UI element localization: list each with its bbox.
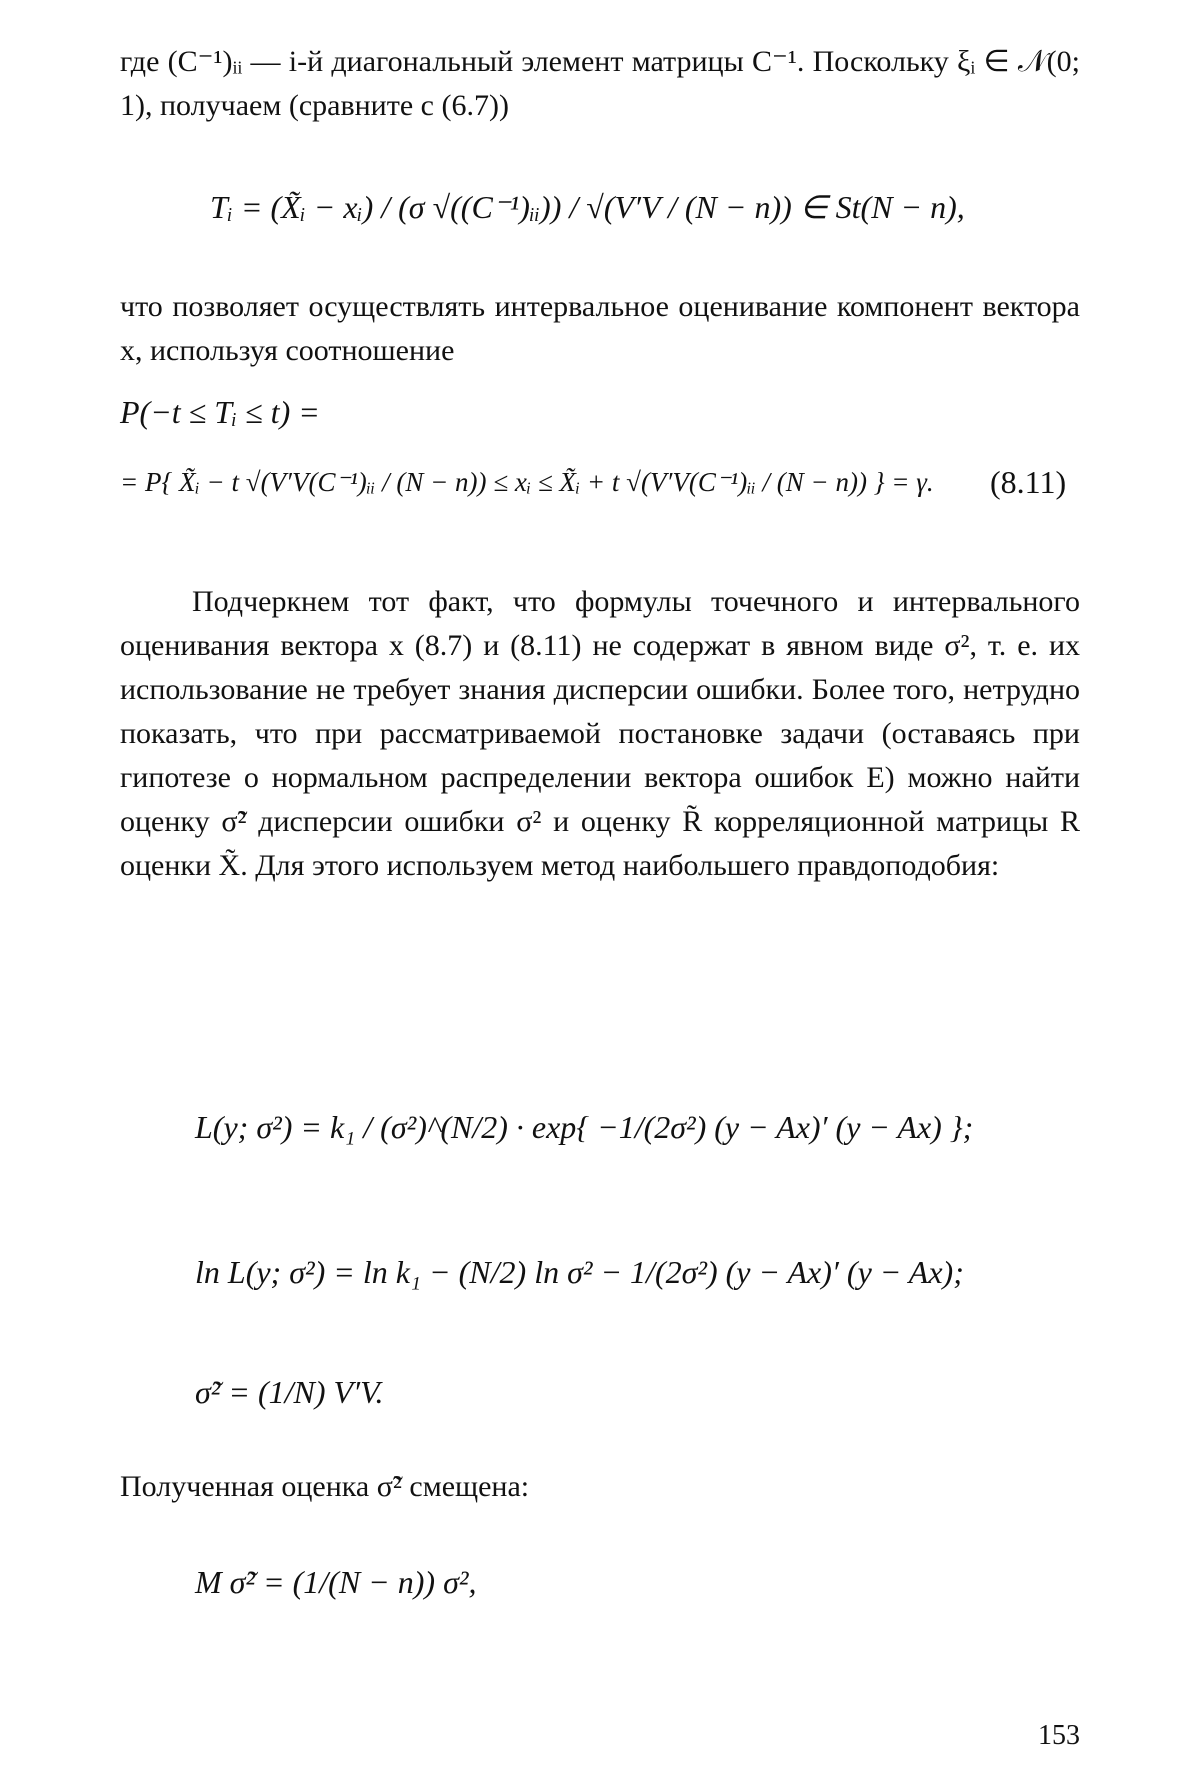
- equation-number: (8.11): [990, 464, 1067, 500]
- paragraph-4: Полученная оценка σ̃² смещена:: [120, 1470, 530, 1503]
- likelihood-equation: L(y; σ²) = k₁ / (σ²)^(N/2) · exp{ −1/(2σ²) (y − Ax)′ (y − Ax) };: [195, 1109, 974, 1145]
- probability-equation-line2: = P{ X̃ᵢ − t √(V′V(C⁻¹)ᵢᵢ / (N − n)) ≤ xᵢ ≤ X̃ᵢ + t √(V′V(C⁻¹)ᵢᵢ / (N − n)) } = γ.: [120, 467, 934, 497]
- paragraph-3: Подчеркнем тот факт, что формулы точечного и интервального оценивания вектора x (8.7) и (8.11) не содержат в явном виде σ², т. е. их использование не требует знания дисперсии ошибки. Более того, нетрудно показать, что при рассматриваемой постановке задачи (оставаясь при гипотезе о нормальном распределении вектора ошибок E) можно найти оценку σ̃² дисперсии ошибки σ² и оценку R̃ корреляционной матрицы R оценки X̃. Для этого используем метод наибольшего правдоподобия:: [120, 585, 1088, 882]
- page-number: 153: [1038, 1720, 1080, 1751]
- probability-equation-line1: P(−t ≤ Tᵢ ≤ t) =: [120, 394, 320, 430]
- t-statistic-equation: Tᵢ = (X̃ᵢ − xᵢ) / (σ √((C⁻¹)ᵢᵢ)) / √(V′V / (N − n)) ∈ St(N − n),: [210, 189, 965, 225]
- log-likelihood-equation: ln L(y; σ²) = ln k₁ − (N/2) ln σ² − 1/(2σ²) (y − Ax)′ (y − Ax);: [195, 1254, 964, 1290]
- paragraph-1: где (C⁻¹)ᵢᵢ — i-й диагональный элемент матрицы C⁻¹. Поскольку ξᵢ ∈ 𝒩(0; 1), получаем (сравните с (6.7)): [120, 45, 1088, 122]
- paragraph-2: что позволяет осуществлять интервальное оценивание компонент вектора x, используя соотношение: [120, 290, 1088, 367]
- sigma-estimate-equation: σ̃² = (1/N) V′V.: [195, 1374, 384, 1410]
- bias-equation: M σ̃² = (1/(N − n)) σ²,: [195, 1564, 477, 1600]
